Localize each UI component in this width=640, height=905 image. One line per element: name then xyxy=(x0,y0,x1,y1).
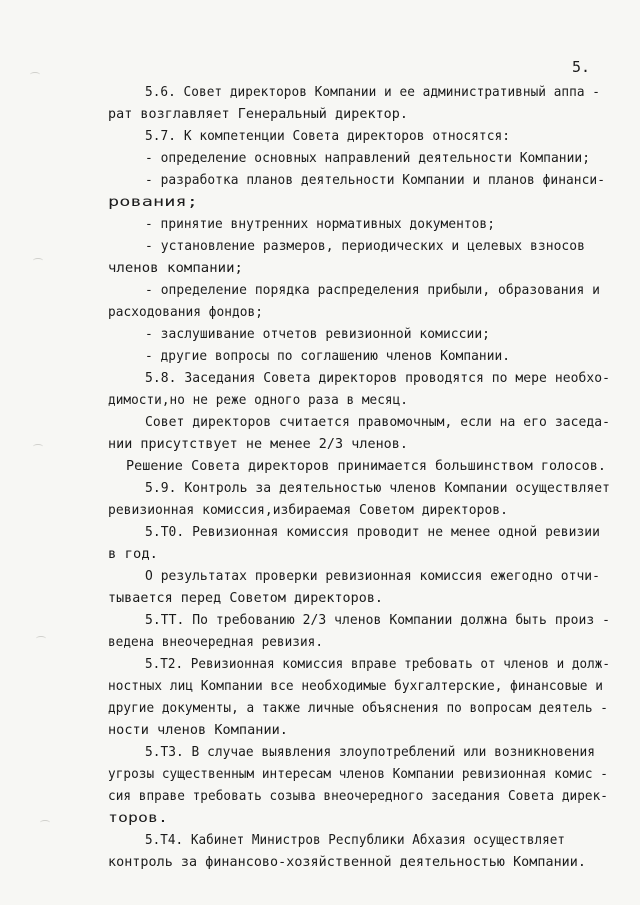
text-line: Совет директоров считается правомочным, если на его заседа- xyxy=(145,415,610,430)
text-line: - заслушивание отчетов ревизионной комиссии; xyxy=(145,327,490,342)
punch-mark xyxy=(30,72,40,77)
text-line: в год. xyxy=(108,547,158,562)
text-line: Решение Совета директоров принимается большинством голосов. xyxy=(126,459,606,474)
text-line: другие документы, а также личные объяснения по вопросам деятель - xyxy=(108,701,608,716)
text-line: - определение основных направлений деятельности Компании; xyxy=(145,151,590,166)
punch-mark xyxy=(33,258,43,263)
text-line: рования; xyxy=(108,195,198,210)
text-line: ности членов Компании. xyxy=(108,723,288,738)
text-line: 5.9. Контроль за деятельностью членов Компании осуществляет xyxy=(145,481,610,496)
text-line: О результатах проверки ревизионная комиссия ежегодно отчи- xyxy=(145,569,600,584)
text-line: членов компании; xyxy=(108,261,243,276)
text-line: 5.8. Заседания Совета директоров проводятся по мере необхо- xyxy=(145,371,610,386)
page-number: 5. xyxy=(571,58,590,76)
text-line: 5.Т0. Ревизионная комиссия проводит не менее одной ревизии xyxy=(145,525,600,540)
text-line: 5.ТТ. По требованию 2/3 членов Компании должна быть произ - xyxy=(145,613,610,628)
text-line: - принятие внутренних нормативных документов; xyxy=(145,217,495,232)
text-line: димости,но не реже одного раза в месяц. xyxy=(108,393,408,408)
text-line: ностных лиц Компании все необходимые бухгалтерские, финансовые и xyxy=(108,679,603,694)
text-line: рат возглавляет Генеральный директор. xyxy=(108,107,408,122)
text-line: ревизионная комиссия,избираемая Советом директоров. xyxy=(108,503,508,518)
text-line: контроль за финансово-хозяйственной деятельностью Компании. xyxy=(108,855,586,870)
text-line: - разработка планов деятельности Компании и планов финанси- xyxy=(145,173,605,188)
text-line: 5.Т4. Кабинет Министров Республики Абхазия осуществляет xyxy=(145,833,565,848)
text-line: сия вправе требовать созыва внеочередного заседания Совета дирек- xyxy=(108,789,608,804)
text-line: 5.Т2. Ревизионная комиссия вправе требовать от членов и долж- xyxy=(145,657,610,672)
punch-mark xyxy=(36,636,46,641)
text-line: расходования фондов; xyxy=(108,305,263,320)
text-line: 5.6. Совет директоров Компании и ее административный аппа - xyxy=(145,85,600,100)
punch-mark xyxy=(33,444,43,449)
text-line: угрозы существенным интересам членов Компании ревизионная комис - xyxy=(108,767,608,782)
text-line: торов. xyxy=(108,811,168,826)
text-line: - другие вопросы по соглашению членов Компании. xyxy=(145,349,510,364)
punch-mark xyxy=(40,820,50,825)
text-line: нии присутствует не менее 2/3 членов. xyxy=(108,437,408,452)
text-line: тывается перед Советом директоров. xyxy=(108,591,383,606)
text-line: - установление размеров, периодических и целевых взносов xyxy=(145,239,585,254)
text-line: - определение порядка распределения прибыли, образования и xyxy=(145,283,600,298)
text-line: 5.Т3. В случае выявления злоупотреблений или возникновения xyxy=(145,745,595,760)
text-line: 5.7. К компетенции Совета директоров относятся: xyxy=(145,129,510,144)
text-line: ведена внеочередная ревизия. xyxy=(108,635,323,650)
